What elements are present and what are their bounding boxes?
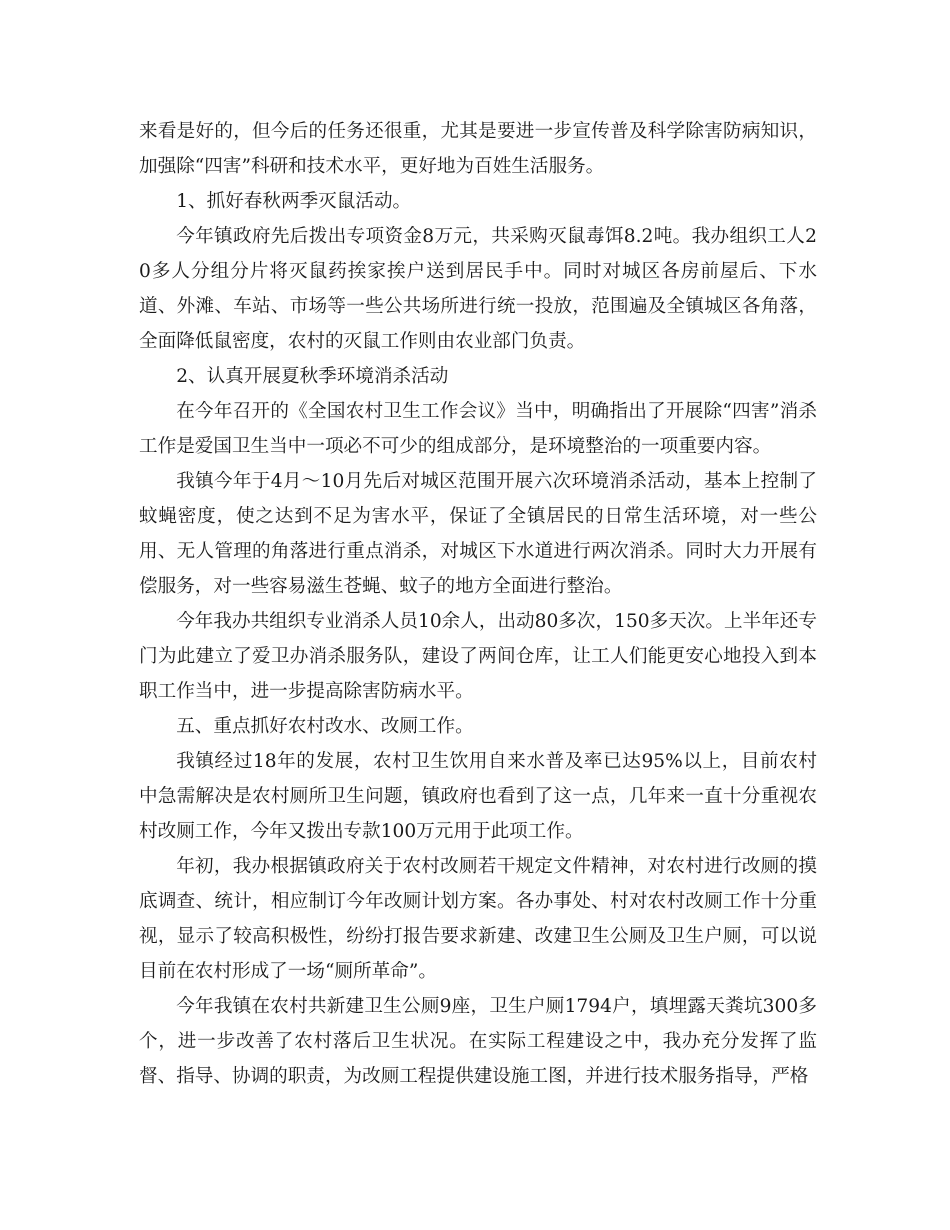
paragraph-1: 来看是好的，但今后的任务还很重，尤其是要进一步宣传普及科学除害防病知识，加强除“四害”科研和技术水平，更好地为百姓生活服务。 [139,121,817,177]
paragraph-8: 五、重点抓好农村改水、改厕工作。 [176,716,474,737]
paragraph-11: 今年我镇在农村共新建卫生公厕9座，卫生户厕1794户，填埋露天粪坑300多个，进一步改善了农村落后卫生状况。在实际工程建设之中，我办充分发挥了监督、指导、协调的职责，为改厕工程提供建设施工图，并进行技术服务指导，严格 [139,996,817,1087]
paragraph-10: 年初，我办根据镇政府关于农村改厕若干规定文件精神，对农村进行改厕的摸底调查、统计，相应制订今年改厕计划方案。各办事处、村对农村改厕工作十分重视，显示了较高积极性，纷纷打报告要求新建、改建卫生公厕及卫生户厕，可以说目前在农村形成了一场“厕所革命”。 [139,856,817,982]
paragraph-3: 今年镇政府先后拨出专项资金8万元，共采购灭鼠毒饵8.2吨。我办组织工人20多人分组分片将灭鼠药挨家挨户送到居民手中。同时对城区各房前屋后、下水道、外滩、车站、市场等一些公共场所进行统一投放，范围遍及全镇城区各角落，全面降低鼠密度，农村的灭鼠工作则由农业部门负责。 [139,226,817,352]
document-body [139,114,817,1094]
paragraph-9: 我镇经过18年的发展，农村卫生饮用自来水普及率已达95%以上，目前农村中急需解决是农村厕所卫生问题，镇政府也看到了这一点，几年来一直十分重视农村改厕工作，今年又拨出专款100万元用于此项工作。 [139,751,817,842]
paragraph-4: 2、认真开展夏秋季环境消杀活动 [176,366,449,387]
paragraph-2: 1、抓好春秋两季灭鼠活动。 [176,191,412,212]
paragraph-5: 在今年召开的《全国农村卫生工作会议》当中，明确指出了开展除“四害”消杀工作是爱国卫生当中一项必不可少的组成部分，是环境整治的一项重要内容。 [139,401,817,457]
paragraph-7: 今年我办共组织专业消杀人员10余人，出动80多次，150多天次。上半年还专门为此建立了爱卫办消杀服务队，建设了两间仓库，让工人们能更安心地投入到本职工作当中，进一步提高除害防病水平。 [139,611,817,702]
paragraph-6: 我镇今年于4月～10月先后对城区范围开展六次环境消杀活动，基本上控制了蚊蝇密度，使之达到不足为害水平，保证了全镇居民的日常生活环境，对一些公用、无人管理的角落进行重点消杀，对城区下水道进行两次消杀。同时大力开展有偿服务，对一些容易滋生苍蝇、蚊子的地方全面进行整治。 [139,471,817,597]
